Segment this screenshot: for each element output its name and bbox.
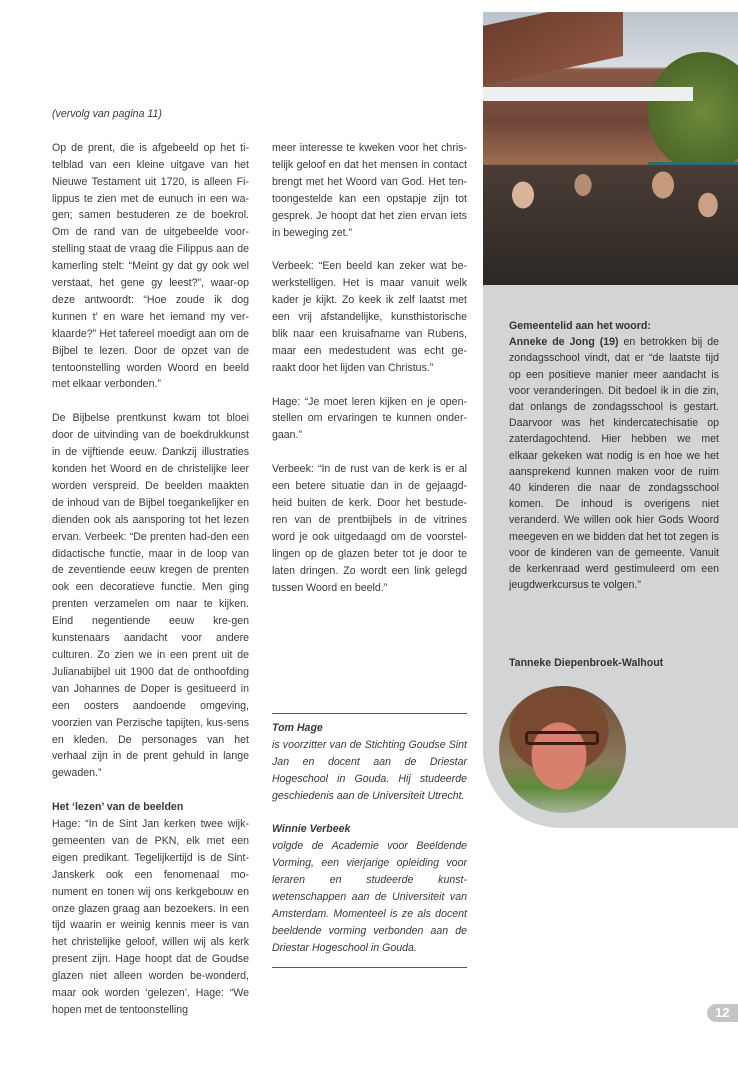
paragraph: Verbeek: “In de rust van de kerk is er al een betere situatie dan in de gejaagd-heid buiten de kerk. Door het bestude-ren van de prentbijbels in de vitrines word je ook uitgedaagd om de voorstel-lingen op de glazen beter tot je door te laten dringen. Zo wordt een link gelegd tussen Woord en beeld.” [272, 463, 467, 594]
bio-name: Winnie Verbeek [272, 823, 351, 836]
bio-tom-hage [272, 720, 467, 805]
bio-text: is voorzitter van de Stichting Goudse Sint Jan en docent aan de Driestar Hogeschool in Gouda. Hij studeerde geschiedenis aan de Universiteit Utrecht. [272, 738, 467, 802]
sidebar-body: en betrokken bij de zondagsschool vindt, dat er “de laatste tijd op een positieve manier meer aandacht is voor veranderingen. Dit bedoel ik in die zin, dat onlangs de zondagsschool is gestart. Daarvoor was het kindercatechisatie op zaterdagochtend. Hier hebben we met elkaar gekeken wat nodig is en hoe we het aansprekend kunnen maken voor de ruim 40 kinderen die naar de zondagsschool komen. De inhoud is overigens niet veranderd. We willen ook hier Gods Woord meegeven en we bidden dat het tot zegen is voor de kinderen van de gemeente. Vanuit de kerkenraad werd gestimuleerd om een jeugdwerkcursus te volgen.” [509, 336, 719, 592]
paragraph: De Bijbelse prentkunst kwam tot bloei door de uitvinding van de boekdrukkunst in de vijftiende eeuw. Dankzij illustraties konden het Woord en de christelijke leer worden verspreid. De beelden maakten de inhoud van de Bijbel toegankelijker en dienden ook als aansporing tot het lezen ervan. Verbeek: “De prenten had-den een didactische functie, maar in de loop van de zeventiende eeuw kregen de prenten ook een decoratieve functie. Men ging prenten verzamelen om naar te kijken. Eind negentiende eeuw kre-gen kunstenaars aandacht voor andere culturen. Zo zien we in een prent uit de Julianabijbel uit 1900 dat de onthoofding van Johannes de Doper is gesitueerd in een oosters aandoende omgeving, voorzien van Perzische tapijten, kus-sens en kleden. De personages van het verhaal zijn in de prent gehuld in lange gewaden.” [52, 412, 249, 780]
photo-tree [648, 52, 738, 172]
photo-roof [483, 12, 623, 88]
church-gathering-photo [483, 12, 738, 285]
paragraph: meer interesse te kweken voor het chris-telijk geloof en dat het mensen in contact brengt met het Woord van God. Het ten-toongestelde kan een opstapje zijn tot gesprek. Je hoopt dat het zien ervan iets in beweging zet.” [272, 142, 467, 239]
paragraph: Verbeek: “Een beeld kan zeker wat be-werkstelligen. Het is maar vanuit welk kader je kijkt. Zo keek ik zelf laatst met een vrij afstandelijke, kunsthistorische blik naar een kruisafname van Rubens, maar een medestudent was echt ge-raakt door het lijden van Christus.” [272, 260, 467, 374]
paragraph: Hage: “Je moet leren kijken en je open-stellen om ervaringen te kunnen onder-gaan.” [272, 395, 467, 442]
photo-crowd [483, 165, 738, 285]
page-number: 12 [707, 1004, 738, 1022]
article-column-2 [272, 140, 467, 613]
portrait-glasses [525, 731, 599, 745]
paragraph: Hage: “In de Sint Jan kerken twee wijk-gemeenten van de PKN, elk met een eigen predikant. Tegelijkertijd is de Sint-Janskerk ook een fenomenaal mo-nument en tonen wij ons kerkgebouw en onze glazen graag aan bezoekers. In een tijd waarin er weinig kennis meer is van het christelijke geloof, willen wij als kerk present zijn. Hage hoopt dat de Goudse glazen niet alleen worden be-wonderd, maar ook worden ‘gelezen’. Hage: “We hopen met de tentoonstelling [52, 818, 249, 1016]
bio-winnie-verbeek [272, 821, 467, 956]
sidebar-text [509, 318, 719, 593]
sidebar-lead: Anneke de Jong (19) [509, 336, 619, 349]
author-portrait [499, 686, 626, 813]
paragraph: Op de prent, die is afgebeeld op het ti-telblad van een kleine uitgave van het Nieuwe Testament uit 1720, is alleen Fi-lippus te zien met de eunuch in een wa-gen; samen bestuderen ze de boekrol. Om de rand van de uitgebeelde voor-stelling staat de vraag die Filippus aan de kamerling stelt: “Meint gy dat gy ook wel verstaat, het gene gy leest?”, waar-op deze antwoordt: “Hoe zoude ik dog kunnen t’ en ware het iemand my ver-klaarde?” Het tafereel moedigt aan om de Bijbel te lezen. Door de opzet van de tentoonstelling worden Woord en beeld met elkaar verbonden.” [52, 141, 249, 391]
bio-text: volgde de Academie voor Beeldende Vorming, een vierjarige opleiding voor leraren en studeerde kunst-wetenschappen aan de Universiteit van Amsterdam. Momenteel is ze als docent beeldende vorming verbonden aan de Driestar Hogeschool in Gouda. [272, 840, 467, 954]
sidebar-paragraph [509, 334, 719, 593]
bio-name: Tom Hage [272, 722, 323, 734]
subheading: Het ‘lezen’ van de beelden [52, 801, 184, 814]
author-bios [272, 713, 467, 968]
article-column-1 [52, 106, 249, 1036]
sidebar-author: Tanneke Diepenbroek-Walhout [509, 657, 664, 669]
photo-canopy [483, 87, 693, 101]
continued-note: (vervolg van pagina 11) [52, 108, 162, 120]
sidebar-heading: Gemeentelid aan het woord: [509, 320, 651, 332]
